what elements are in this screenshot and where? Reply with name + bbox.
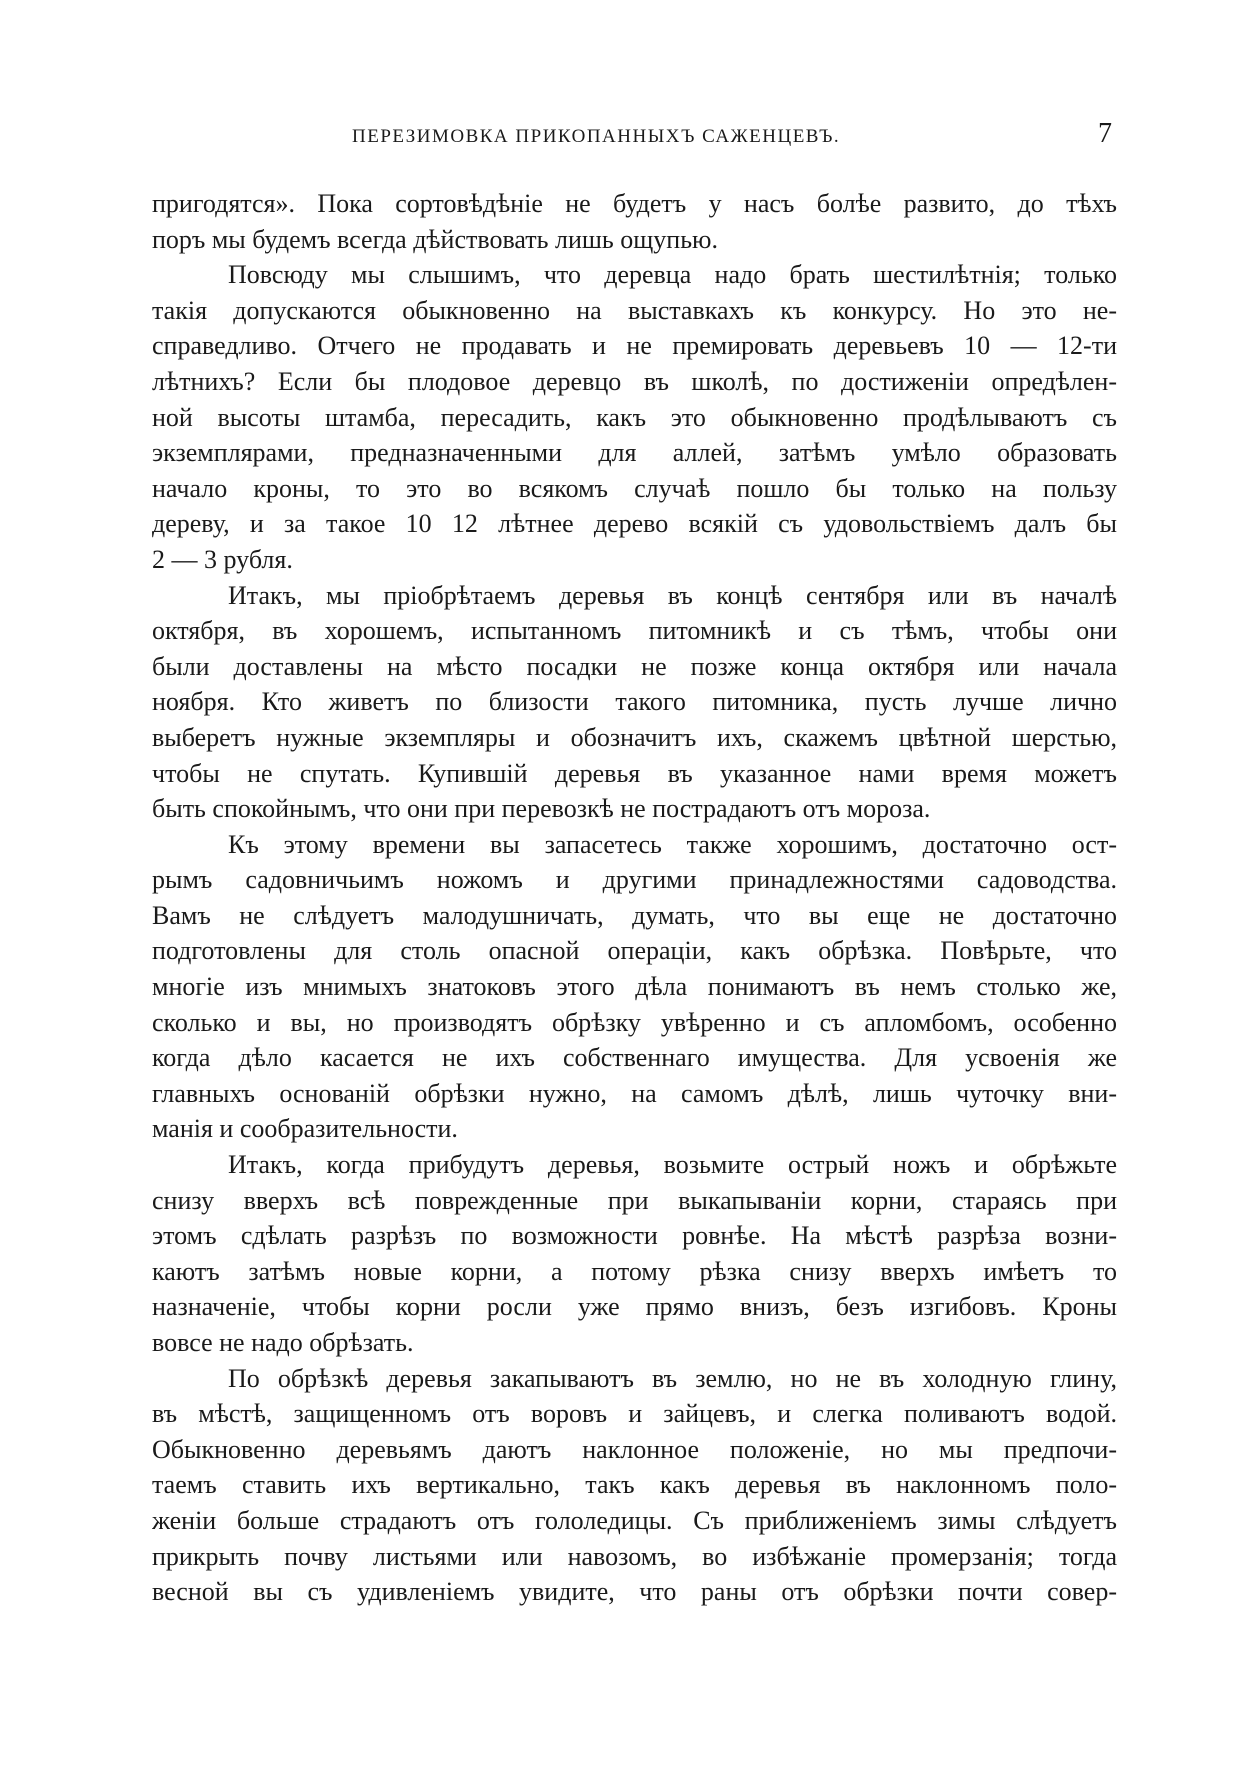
running-head — [152, 118, 1112, 154]
text-line: лѣтнихъ? Если бы плодовое деревцо въ школѣ, по достиженіи опредѣлен- — [152, 366, 1117, 396]
running-title: ПЕРЕЗИМОВКА ПРИКОПАННЫХЪ САЖЕНЦЕВЪ. — [352, 126, 841, 147]
text-line: Итакъ, мы пріобрѣтаемъ деревья въ концѣ сентября или въ началѣ — [228, 580, 1117, 610]
page-number: 7 — [1098, 118, 1112, 149]
text-line: когда дѣло касается не ихъ собственнаго имущества. Для усвоенія же — [152, 1043, 1117, 1073]
text-line: весной вы съ удивленіемъ увидите, что раны отъ обрѣзки почти совер- — [152, 1577, 1117, 1607]
text-line: Итакъ, когда прибудутъ деревья, возьмите острый ножъ и обрѣжьте — [228, 1150, 1117, 1180]
text-line: ноября. Кто живетъ по близости такого питомника, пусть лучше лично — [152, 687, 1117, 717]
text-line: были доставлены на мѣсто посадки не позже конца октября или начала — [152, 651, 1117, 681]
text-line: вовсе не надо обрѣзать. — [152, 1328, 414, 1357]
text-line: многіе изъ мнимыхъ знатоковъ этого дѣла понимаютъ въ немъ столько же, — [152, 972, 1117, 1002]
text-line: выберетъ нужные экземпляры и обозначитъ ихъ, скажемъ цвѣтной шерстью, — [152, 722, 1117, 752]
text-line: Вамъ не слѣдуетъ малодушничать, думать, что вы еще не достаточно — [152, 900, 1117, 930]
text-line: назначеніе, чтобы корни росли уже прямо внизъ, безъ изгибовъ. Кроны — [152, 1292, 1117, 1322]
text-line: манія и сообразительности. — [152, 1114, 458, 1144]
text-line: быть спокойнымъ, что они при перевозкѣ не пострадаютъ отъ мороза. — [152, 794, 931, 824]
text-line: октября, въ хорошемъ, испытанномъ питомникѣ и съ тѣмъ, чтобы они — [152, 616, 1117, 646]
text-line: Къ этому времени вы запасетесь также хорошимъ, достаточно ост- — [228, 829, 1117, 859]
text-line: чтобы не спутать. Купившій деревья въ указанное нами время можетъ — [152, 758, 1117, 788]
text-line: пригодятся». Пока сортовѣдѣніе не будетъ у насъ болѣе развито, до тѣхъ — [152, 189, 1117, 218]
text-line: начало кроны, то это во всякомъ случаѣ пошло бы только на пользу — [152, 473, 1117, 503]
body-text — [152, 186, 1117, 1610]
text-line: такія допускаются обыкновенно на выставкахъ къ конкурсу. Но это не- — [152, 295, 1117, 325]
text-line: 2 — 3 рубля. — [152, 544, 293, 574]
text-line: ной высоты штамба, пересадить, какъ это обыкновенно продѣлываютъ съ — [152, 402, 1117, 432]
text-line: рымъ садовничьимъ ножомъ и другими принадлежностями садоводства. — [152, 865, 1117, 895]
text-line: таемъ ставить ихъ вертикально, такъ какъ деревья въ наклонномъ поло- — [152, 1470, 1117, 1500]
text-line: женіи больше страдаютъ отъ гололедицы. Съ приближеніемъ зимы слѣдуетъ — [152, 1505, 1117, 1535]
text-line: справедливо. Отчего не продавать и не премировать деревьевъ 10 — 12-ти — [152, 331, 1117, 361]
text-line: каютъ затѣмъ новые корни, а потому рѣзка снизу вверхъ имѣетъ то — [152, 1256, 1117, 1286]
text-line: поръ мы будемъ всегда дѣйствовать лишь ощупью. — [152, 224, 718, 254]
text-line: экземплярами, предназначенными для аллей, затѣмъ умѣло образовать — [152, 438, 1117, 468]
text-line: снизу вверхъ всѣ поврежденные при выкапываніи корни, стараясь при — [152, 1185, 1117, 1215]
text-line: сколько и вы, но производятъ обрѣзку увѣренно и съ апломбомъ, особенно — [152, 1007, 1117, 1037]
text-line: подготовлены для столь опасной операціи, какъ обрѣзка. Повѣрьте, что — [152, 936, 1117, 966]
text-line: Повсюду мы слышимъ, что деревца надо брать шестилѣтнія; только — [228, 260, 1117, 290]
text-line: Обыкновенно деревьямъ даютъ наклонное положеніе, но мы предпочи- — [152, 1434, 1117, 1464]
text-line: главныхъ основаній обрѣзки нужно, на самомъ дѣлѣ, лишь чуточку вни- — [152, 1078, 1117, 1108]
text-line: дереву, и за такое 10 12 лѣтнее дерево всякій съ удовольствіемъ далъ бы — [152, 509, 1117, 539]
text-line: прикрыть почву листьями или навозомъ, во избѣжаніе промерзанія; тогда — [152, 1541, 1117, 1571]
text-line: этомъ сдѣлать разрѣзъ по возможности ровнѣе. На мѣстѣ разрѣза возни- — [152, 1221, 1117, 1251]
text-line: въ мѣстѣ, защищенномъ отъ воровъ и зайцевъ, и слегка поливаютъ водой. — [152, 1399, 1117, 1429]
text-line: По обрѣзкѣ деревья закапываютъ въ землю, но не въ холодную глину, — [228, 1363, 1117, 1393]
